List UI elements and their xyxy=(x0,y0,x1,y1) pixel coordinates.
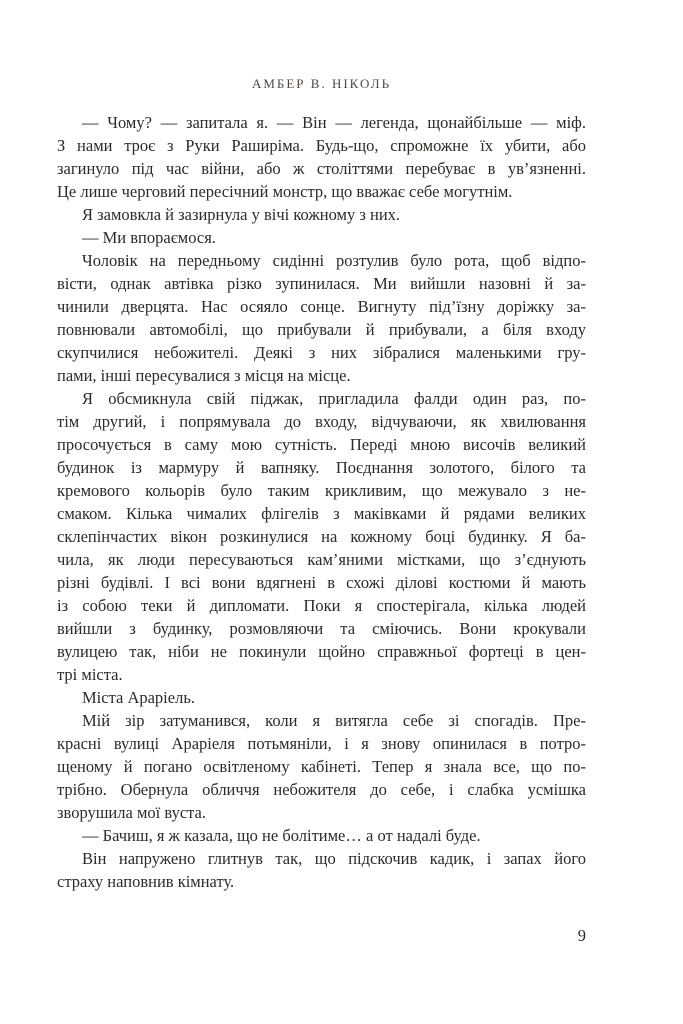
text-line: тім другий, і попрямувала до входу, відчуваючи, як хвилювання xyxy=(57,412,586,431)
text-line: просочується в саму мою сутність. Переді мною височів великий xyxy=(57,435,586,454)
text-line: — Ми впораємося. xyxy=(82,228,216,247)
text-line: Міста Араріель. xyxy=(82,688,195,707)
page-number: 9 xyxy=(577,926,586,945)
text-line: щеному й погано освітленому кабінеті. Тепер я знала все, що по- xyxy=(57,757,586,776)
paragraph xyxy=(57,686,586,709)
running-header: АМБЕР В. НІКОЛЬ xyxy=(251,76,392,91)
text-line: кремового кольорів було таким крикливим, що межувало з не- xyxy=(57,481,586,500)
text-line: вийшли з будинку, розмовляючи та сміючись. Вони крокували xyxy=(57,619,586,638)
text-line: Мій зір затуманився, коли я витягла себе зі спогадів. Пре- xyxy=(82,711,586,730)
text-line: страху наповнив кімнату. xyxy=(57,872,235,891)
text-line: будинок із мармуру й вапняку. Поєднання золотого, білого та xyxy=(57,458,586,477)
text-line: повнювали автомобілі, що прибували й прибували, а біля входу xyxy=(57,320,586,339)
paragraph xyxy=(57,824,586,847)
paragraph xyxy=(57,847,586,893)
text-line: загинуло під час війни, або ж століттями перебуває в ув’язненні. xyxy=(57,159,586,178)
paragraph xyxy=(57,249,586,387)
text-line: скупчилися небожителі. Деякі з них зібралися маленькими гру- xyxy=(57,343,586,362)
text-line: із собою теки й дипломати. Поки я спостерігала, кілька людей xyxy=(57,596,586,615)
text-line: — Чому? — запитала я. — Він — легенда, щонайбільше — міф. xyxy=(82,113,586,132)
text-line: трі міста. xyxy=(57,665,123,684)
text-line: Він напружено глитнув так, що підскочив кадик, і запах його xyxy=(82,849,586,868)
paragraph xyxy=(57,709,586,824)
paragraph xyxy=(57,111,586,203)
text-line: зворушила мої вуста. xyxy=(57,803,207,822)
text-line: чила, як люди пересуваються кам’яними містками, що з’єднують xyxy=(57,550,586,569)
body-text xyxy=(57,111,586,893)
text-line: склепінчастих вікон розкинулися на кожному боці будинку. Я ба- xyxy=(57,527,586,546)
text-line: Це лише черговий пересічний монстр, що вважає себе могутнім. xyxy=(57,182,513,201)
text-line: чинили дверцята. Нас осяяло сонце. Вигнуту під’їзну доріжку за- xyxy=(57,297,586,316)
text-line: пами, інші пересувалися з місця на місце. xyxy=(57,366,351,385)
text-line: красні вулиці Араріеля потьмяніли, і я знову опинилася в потро- xyxy=(57,734,586,753)
paragraph xyxy=(57,387,586,686)
text-line: трібно. Обернула обличчя небожителя до себе, і слабка усмішка xyxy=(57,780,586,799)
text-line: Я обсмикнула свій піджак, пригладила фалди один раз, по- xyxy=(82,389,586,408)
paragraph xyxy=(57,226,586,249)
text-line: вулицею так, ніби не покинули щойно справжньої фортеці в цен- xyxy=(57,642,586,661)
text-line: З нами троє з Руки Раширіма. Будь-що, спроможне їх убити, або xyxy=(57,136,586,155)
paragraph xyxy=(57,203,586,226)
text-line: — Бачиш, я ж казала, що не болітиме… а от надалі буде. xyxy=(82,826,481,845)
text-line: Чоловік на передньому сидінні розтулив було рота, щоб відпо- xyxy=(82,251,586,270)
text-line: вісти, однак автівка різко зупинилася. Ми вийшли назовні й за- xyxy=(57,274,586,293)
text-line: Я замовкла й зазирнула у вічі кожному з них. xyxy=(82,205,401,224)
text-line: смаком. Кілька чималих флігелів з маківками й рядами великих xyxy=(57,504,586,523)
text-line: різні будівлі. І всі вони вдягнені в схожі ділові костюми й мають xyxy=(57,573,586,592)
